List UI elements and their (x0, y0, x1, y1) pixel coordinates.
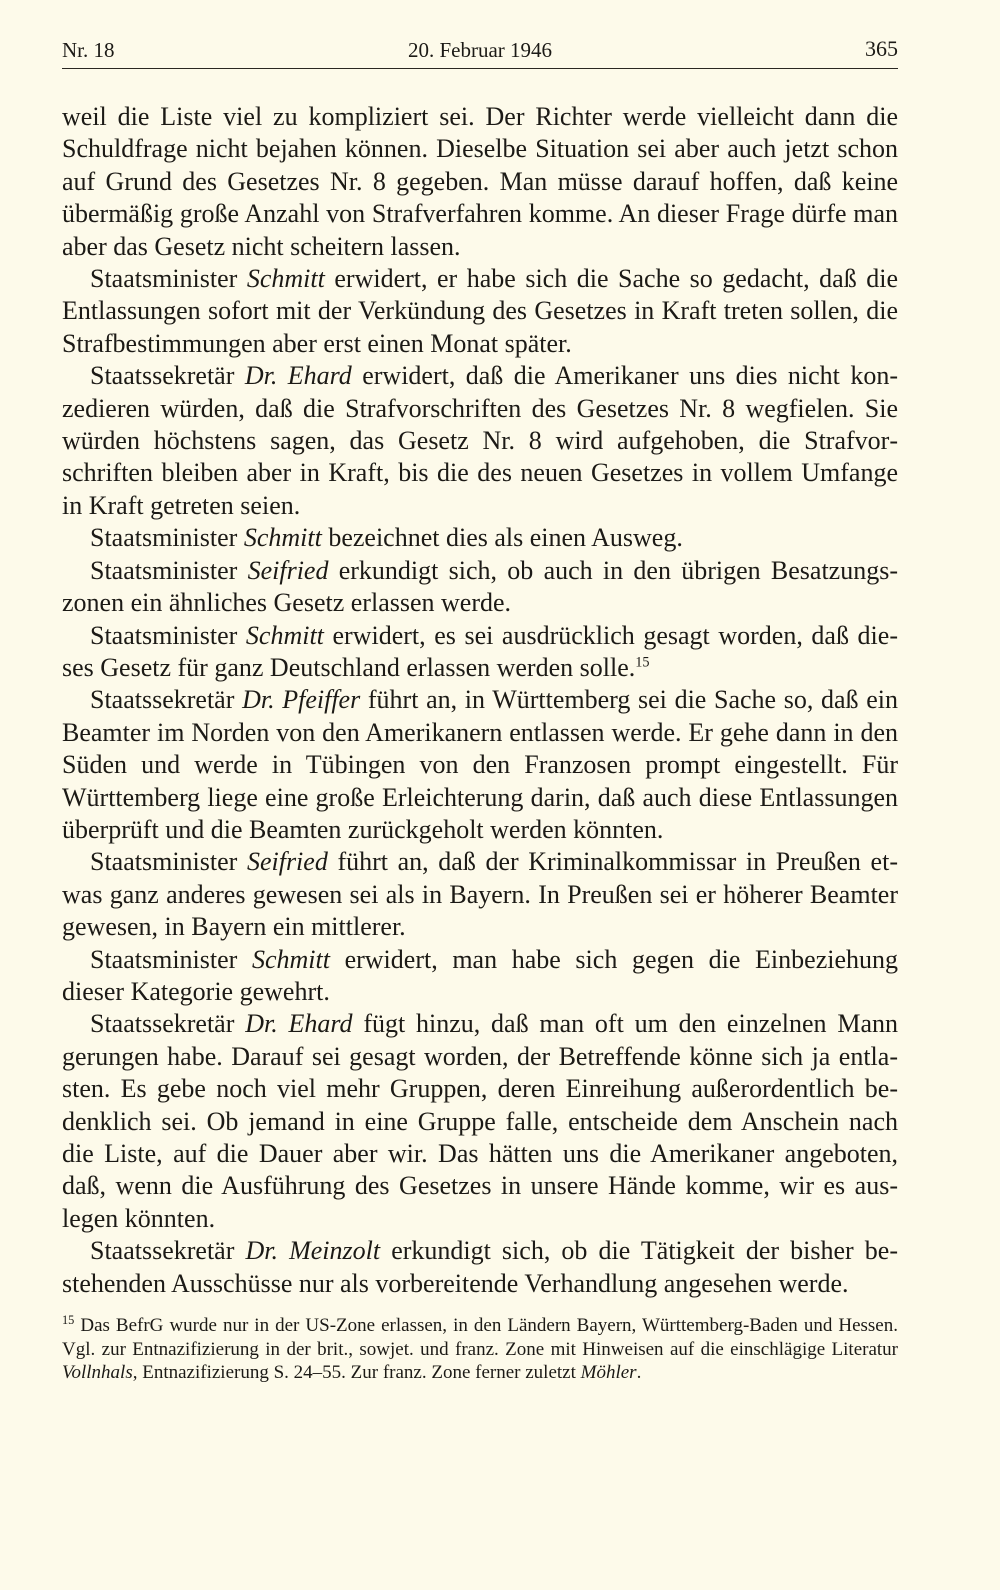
footnote (62, 1314, 898, 1385)
text-run: Staatssekretär (90, 685, 243, 715)
italic-name: Vollnhals (62, 1362, 133, 1383)
paragraph (62, 360, 898, 522)
italic-name: Seifried (247, 555, 329, 585)
text-run: erwidert, es sei ausdrücklich gesagt worden, daß dieses Gesetz für ganz Deutschland erlassen werden solle. (62, 620, 898, 682)
italic-name: Dr. Meinzolt (245, 1236, 381, 1266)
italic-name: Schmitt (243, 523, 322, 553)
paragraph (62, 263, 898, 360)
text-run: Das BefrG wurde nur in der US-Zone erlassen, in den Ländern Bayern, Württemberg-Baden und Hessen. Vgl. zur Entnazifizierung in der brit., sowjet. und franz. Zone mit Hinweisen auf die einschlägige Literatur (62, 1315, 898, 1360)
text-run: erkundigt sich, ob die Tätigkeit der bisher bestehenden Ausschüsse nur als vorbereitende Verhandlung angesehen werde. (62, 1236, 898, 1298)
text-run: . (636, 1362, 642, 1383)
italic-name: Dr. Ehard (244, 361, 352, 391)
issue-date: 20. Februar 1946 (407, 38, 553, 62)
italic-name: Seifried (246, 847, 328, 877)
text-run: Staatsminister (90, 555, 248, 585)
text-run: Staatsminister (90, 944, 252, 974)
text-run: bezeichnet dies als einen Ausweg. (321, 523, 683, 553)
italic-name: Schmitt (246, 264, 325, 294)
text-run: Staatsminister (90, 264, 247, 294)
text-run: erwidert, daß die Amerikaner uns dies nicht konzedieren würden, daß die Strafvorschriften des Gesetzes Nr. 8 wegfielen. Sie würden höchstens sagen, das Gesetz Nr. 8 wird aufgehoben, die Strafvorschriften bleiben aber in Kraft, bis die des neuen Gesetzes in vollem Umfange in Kraft getreten seien. (62, 361, 898, 520)
paragraph (62, 101, 898, 263)
italic-name: Schmitt (251, 944, 330, 974)
text-run: Staatsminister (90, 620, 246, 650)
italic-name: Dr. Pfeiffer (242, 685, 361, 715)
footnote-mark: 15 (62, 1312, 75, 1327)
text-run: führt an, in Württemberg sei die Sache so, daß ein Beamter im Norden von den Amerikanern entlassen werde. Er gehe dann in den Süden und werde in Tübingen von den Franzosen prompt eingestellt. Für Württemberg liege eine große Erleichterung darin, daß auch diese Entlassungen überprüft und die Beamten zurückgeholt werden könnten. (62, 685, 898, 844)
paragraph (62, 1008, 898, 1235)
paragraph (62, 522, 898, 554)
paragraph (62, 944, 898, 1009)
paragraph (62, 620, 898, 685)
text-run: führt an, daß der Kriminalkommissar in Preußen etwas ganz anderes gewesen sei als in Bayern. In Preußen sei er höherer Beamter gewesen, in Bayern ein mittlerer. (62, 847, 898, 942)
text-run: fügt hinzu, daß man oft um den einzelnen Mann gerungen habe. Darauf sei gesagt worden, der Betreffende könne sich ja entlasten. Es gebe noch viel mehr Gruppen, deren Einreihung außerordentlich bedenklich sei. Ob jemand in eine Gruppe falle, entscheide dem Anschein nach die Liste, auf die Dauer aber wir. Das hätten uns die Amerikaner angeboten, daß, wenn die Ausführung des Gesetzes in unsere Hände komme, wir es auslegen könnten. (62, 1009, 898, 1233)
paragraph (62, 555, 898, 620)
footnote-reference: 15 (635, 654, 650, 671)
text-run: weil die Liste viel zu kompliziert sei. Der Richter werde vielleicht dann die Schuldfrage nicht bejahen können. Dieselbe Situation sei aber auch jetzt schon auf Grund des Gesetzes Nr. 8 gegeben. Man müsse darauf hoffen, daß keine übermäßig große Anzahl von Strafverfahren komme. An dieser Frage dürfe man aber das Gesetz nicht scheitern lassen. (62, 102, 898, 261)
text-run: erwidert, man habe sich gegen die Einbeziehung dieser Kategorie gewehrt. (62, 944, 898, 1006)
footnotes (62, 1314, 898, 1385)
body-text (62, 101, 898, 1300)
text-run: Staatsminister (90, 523, 244, 553)
italic-name: Dr. Ehard (245, 1009, 353, 1039)
text-run: erwidert, er habe sich die Sache so gedacht, daß die Entlassungen sofort mit der Verkündung des Gesetzes in Kraft treten sollen, die Strafbestimmungen aber erst einen Monat später. (62, 264, 898, 358)
text-run: Staatssekretär (90, 361, 245, 391)
text-run: , Entnazifizierung S. 24–55. Zur franz. Zone ferner zuletzt (132, 1362, 581, 1383)
italic-name: Schmitt (245, 620, 324, 650)
paragraph (62, 684, 898, 846)
running-head (62, 34, 898, 69)
italic-name: Möhler (580, 1362, 637, 1383)
text-run: erkundigt sich, ob auch in den übrigen Besatzungszonen ein ähnliches Gesetz erlassen werde. (62, 555, 898, 618)
text-run: Staatssekretär (90, 1009, 246, 1039)
page-number: 365 (865, 36, 898, 61)
text-run: Staatsminister (90, 847, 247, 877)
paragraph (62, 1235, 898, 1300)
paragraph (62, 846, 898, 943)
issue-number: Nr. 18 (62, 38, 115, 62)
text-run: Staatssekretär (90, 1236, 246, 1266)
